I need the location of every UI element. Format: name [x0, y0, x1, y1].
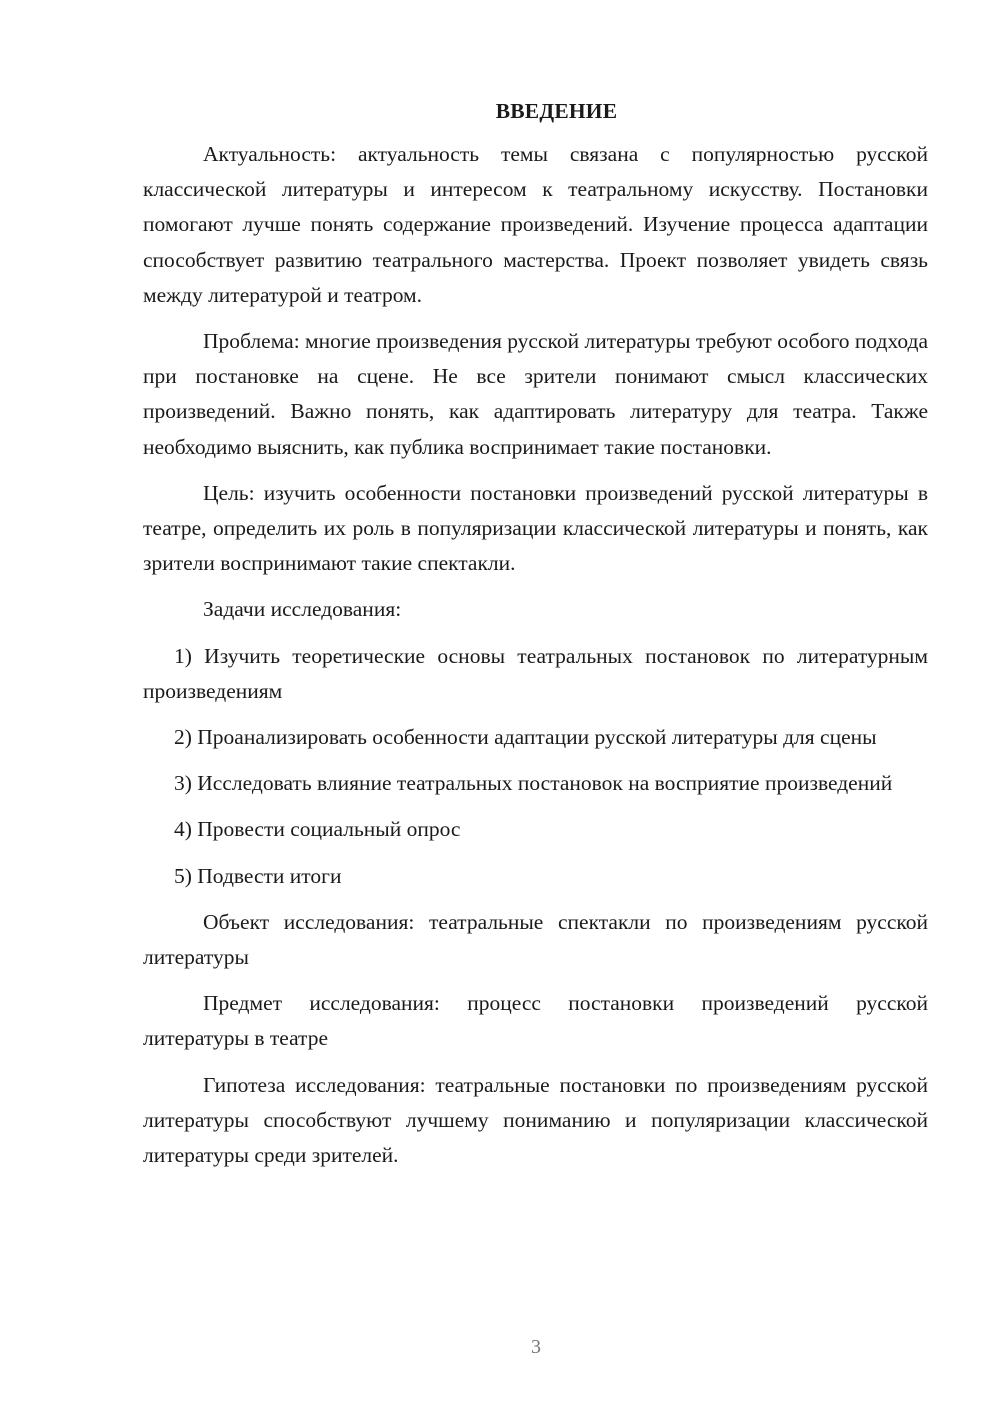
- page-number: 3: [531, 1336, 541, 1358]
- task-item-1: 1) Изучить теоретические основы театральных постановок по литературным произведениям: [143, 643, 928, 703]
- problem-paragraph: Проблема: многие произведения русской литературы требуют особого подхода при постановке на сцене. Не все зрители понимают смысл классических произведений. Важно понять, как адаптировать литературу для театра. Также необходимо выяснить, как публика воспринимает такие постановки.: [143, 329, 928, 459]
- tasks-heading: Задачи исследования:: [203, 597, 402, 622]
- task-item-2: 2) Проанализировать особенности адаптации русской литературы для сцены: [174, 725, 877, 750]
- task-item-4: 4) Провести социальный опрос: [174, 817, 461, 842]
- research-subject-paragraph: Предмет исследования: процесс постановки произведений русской литературы в театре: [143, 991, 928, 1051]
- research-hypothesis-paragraph: Гипотеза исследования: театральные постановки по произведениям русской литературы способствуют лучшему пониманию и популяризации классической литературы среди зрителей.: [143, 1072, 928, 1168]
- relevance-paragraph: Актуальность: актуальность темы связана с популярностью русской классической литературы и интересом к театральному искусству. Постановки помогают лучше понять содержание произведений. Изучение процесса адаптации способствует развитию театрального мастерства. Проект позволяет увидеть связь между литературой и театром.: [143, 142, 928, 307]
- task-item-5: 5) Подвести итоги: [174, 863, 342, 888]
- research-object-paragraph: Объект исследования: театральные спектакли по произведениям русской литературы: [143, 909, 928, 970]
- page-title: ВВЕДЕНИЕ: [495, 99, 618, 123]
- goal-paragraph: Цель: изучить особенности постановки произведений русской литературы в театре, определить их роль в популяризации классической литературы и понять, как зрители воспринимают такие спектакли.: [143, 480, 928, 576]
- task-item-3: 3) Исследовать влияние театральных постановок на восприятие произведений: [174, 771, 893, 796]
